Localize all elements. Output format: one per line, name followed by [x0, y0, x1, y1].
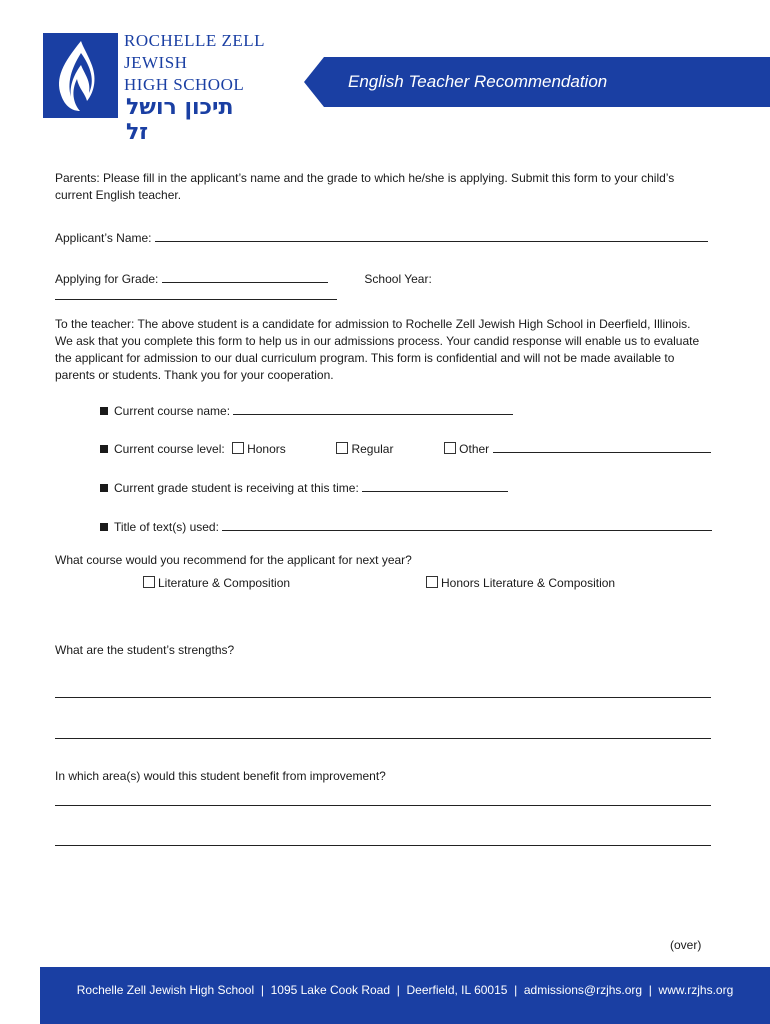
bullet-icon: [100, 445, 108, 453]
logo-line-3: HIGH SCHOOL: [124, 75, 245, 94]
strengths-answer-line-2[interactable]: [55, 727, 711, 739]
school-logo-flame: [43, 33, 118, 118]
flame-icon: [43, 33, 118, 118]
school-year-label: School Year:: [364, 272, 432, 286]
lit-comp-checkbox[interactable]: [143, 576, 155, 588]
texts-used-label: Title of text(s) used:: [114, 520, 219, 534]
course-name-label: Current course name:: [114, 404, 231, 418]
logo-line-2: JEWISH: [124, 53, 188, 72]
current-grade-field[interactable]: [362, 480, 508, 492]
page-title: English Teacher Recommendation: [348, 72, 608, 91]
applying-grade-label: Applying for Grade:: [55, 272, 159, 286]
over-note: (over): [670, 938, 702, 952]
current-grade-row: [100, 480, 700, 497]
school-logo-wordmark: [124, 30, 265, 96]
improvement-answer-line-1[interactable]: [55, 794, 711, 806]
parents-instructions: Parents: Please fill in the applicant’s name and the grade to which he/she is applying. Submit this form to your child’s current English teacher.: [55, 171, 675, 202]
applying-grade-field[interactable]: [162, 271, 328, 283]
applicant-name-row: [55, 230, 715, 247]
logo-line-1: ROCHELLE ZELL: [124, 31, 266, 50]
improvement-answer-line-2[interactable]: [55, 834, 711, 846]
honors-checkbox[interactable]: [232, 442, 244, 454]
texts-used-row: [100, 519, 715, 536]
regular-option-label: Regular: [351, 442, 394, 456]
regular-checkbox[interactable]: [336, 442, 348, 454]
course-name-row: [100, 403, 700, 420]
grade-year-row: [55, 271, 715, 305]
honors-lit-comp-checkbox[interactable]: [426, 576, 438, 588]
logo-hebrew: תיכון רושל זל: [126, 95, 234, 145]
school-year-field[interactable]: [55, 288, 337, 300]
honors-lit-comp-label: Honors Literature & Composition: [441, 576, 616, 590]
course-level-label: Current course level:: [114, 442, 225, 456]
course-name-field[interactable]: [233, 403, 513, 415]
bullet-icon: [100, 523, 108, 531]
other-option-label: Other: [459, 442, 490, 456]
footer-contact: Rochelle Zell Jewish High School | 1095 Lake Cook Road | Deerfield, IL 60015 | admissions@rzjhs.org | www.rzjhs.org: [76, 983, 734, 997]
applicant-name-label: Applicant’s Name:: [55, 231, 152, 245]
strengths-question: What are the student’s strengths?: [55, 643, 235, 657]
recommend-question: What course would you recommend for the applicant for next year?: [55, 553, 412, 567]
lit-comp-label: Literature & Composition: [158, 576, 291, 590]
honors-lit-comp-option: [426, 575, 726, 592]
texts-used-field[interactable]: [222, 519, 712, 531]
bullet-icon: [100, 407, 108, 415]
teacher-instructions: To the teacher: The above student is a candidate for admission to Rochelle Zell Jewish High School in Deerfield, Illinois. We ask that you complete this form to help us in our admissions process. Your candid response will enable us to evaluate the applicant for admission to our dual curriculum program. This form is confidential and will not be made available to parents or students. Thank you for your cooperation.: [55, 317, 700, 382]
applicant-name-field[interactable]: [155, 230, 708, 242]
other-course-field[interactable]: [493, 441, 711, 453]
current-grade-label: Current grade student is receiving at this time:: [114, 481, 359, 495]
improvement-question: In which area(s) would this student benefit from improvement?: [55, 769, 386, 783]
other-checkbox[interactable]: [444, 442, 456, 454]
bullet-icon: [100, 484, 108, 492]
strengths-answer-line-1[interactable]: [55, 686, 711, 698]
honors-option-label: Honors: [247, 442, 286, 456]
course-level-row: [100, 441, 720, 458]
lit-comp-option: [143, 575, 443, 592]
